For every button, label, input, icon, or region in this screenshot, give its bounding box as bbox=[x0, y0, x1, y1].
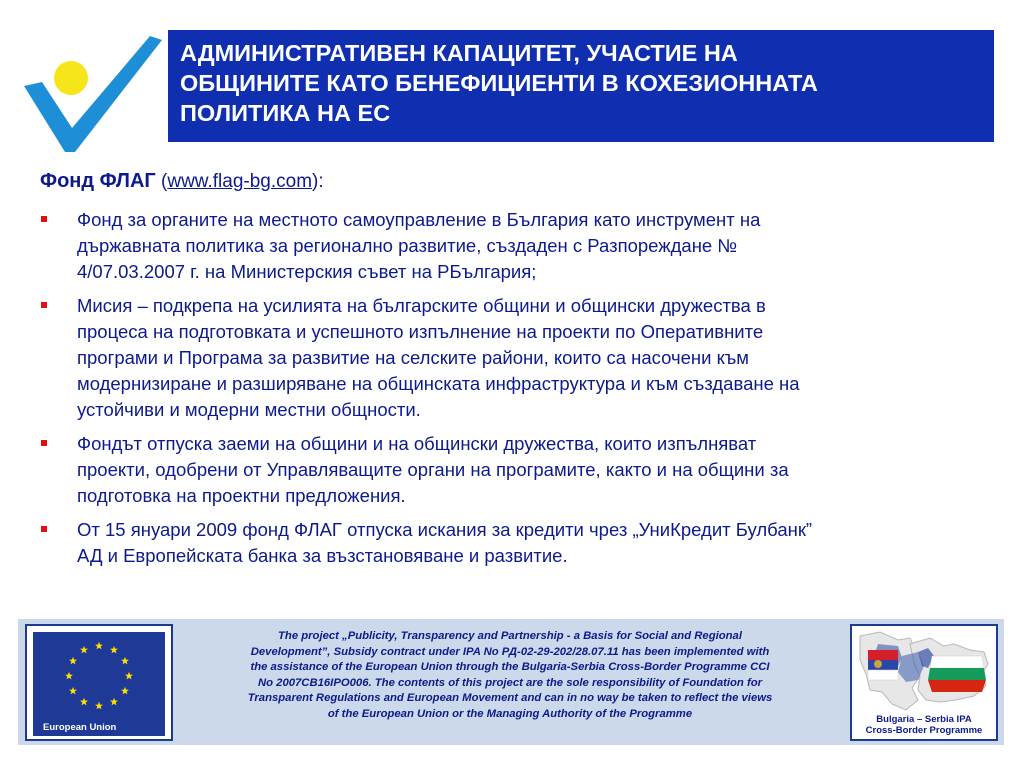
eu-flag-icon bbox=[33, 632, 165, 720]
bullet-text-line: процеса на подготовката и успешното изпълнение на проекти по Оперативните bbox=[77, 321, 764, 342]
bulgaria-serbia-map-icon bbox=[858, 630, 990, 712]
bullet-text-line: Фондът отпуска заеми на общини и на общински дружества, които изпълняват bbox=[77, 433, 757, 454]
bullet-item bbox=[40, 431, 1000, 509]
eu-logo-panel bbox=[25, 624, 173, 741]
bullet-text-line: устойчиви и модерни местни общности. bbox=[77, 399, 421, 420]
fund-heading bbox=[40, 168, 1000, 195]
slide-title bbox=[168, 30, 994, 142]
project-disclaimer bbox=[180, 629, 840, 722]
checkmark-sun-logo-icon bbox=[20, 28, 165, 153]
bullet-marker-icon bbox=[41, 440, 47, 446]
title-line: АДМИНИСТРАТИВЕН КАПАЦИТЕТ, УЧАСТИЕ НА bbox=[180, 40, 738, 66]
bullet-item bbox=[40, 293, 1000, 423]
bullet-marker-icon bbox=[41, 526, 47, 532]
bullet-text-line: проекти, одобрени от Управляващите органи на програмите, както и на общини за bbox=[77, 459, 789, 480]
bullet-text-line: държавната политика за регионално развитие, създаден с Разпореждане № bbox=[77, 235, 738, 256]
eu-label: European Union bbox=[33, 720, 165, 736]
fund-close-paren: ): bbox=[312, 171, 324, 192]
disclaimer-line: of the European Union or the Managing Authority of the Programme bbox=[327, 707, 693, 720]
footer-banner bbox=[18, 619, 1004, 745]
bullet-text-line: 4/07.03.2007 г. на Министерския съвет на РБългария; bbox=[77, 261, 537, 282]
bullet-marker-icon bbox=[41, 216, 47, 222]
ipa-label-line: Cross-Border Programme bbox=[865, 725, 983, 736]
title-line: ПОЛИТИКА НА ЕС bbox=[180, 100, 391, 126]
fund-name: Фонд ФЛАГ bbox=[40, 170, 156, 192]
bullet-text-line: Мисия – подкрепа на усилията на българските общини и общински дружества в bbox=[77, 295, 766, 316]
ipa-programme-panel bbox=[850, 624, 998, 741]
bullet-text-line: модернизиране и разширяване на общинската инфраструктура и към създаване на bbox=[77, 373, 800, 394]
bullet-text-line: АД и Европейската банка за възстановяване и развитие. bbox=[77, 545, 568, 566]
bullet-text-line: От 15 януари 2009 фонд ФЛАГ отпуска искания за кредити чрез „УниКредит Булбанк” bbox=[77, 519, 813, 540]
ipa-label-line: Bulgaria – Serbia IPA bbox=[876, 714, 972, 725]
main-content bbox=[40, 168, 1000, 577]
bullet-marker-icon bbox=[41, 302, 47, 308]
fund-website-link[interactable]: www.flag-bg.com bbox=[167, 171, 313, 192]
fund-open-paren: ( bbox=[155, 171, 168, 192]
disclaimer-line: Transparent Regulations and European Movement and can in no way be taken to reflect the views bbox=[247, 692, 773, 704]
disclaimer-line: Development”, Subsidy contract under IPA No РД-02-29-202/28.07.11 has been implemented with bbox=[250, 645, 770, 658]
bullet-text-line: подготовка на проектни предложения. bbox=[77, 485, 406, 506]
bullet-list bbox=[40, 207, 1000, 569]
ipa-programme-label bbox=[852, 714, 996, 736]
bullet-text-line: Фонд за органите на местното самоуправление в България като инструмент на bbox=[77, 209, 761, 230]
bullet-text-line: програми и Програма за развитие на селските райони, които са насочени към bbox=[77, 347, 749, 368]
bullet-item bbox=[40, 207, 1000, 285]
disclaimer-line: No 2007CB16IPO006. The contents of this project are the sole responsibility of Foundation for bbox=[257, 676, 763, 689]
disclaimer-line: the assistance of the European Union through the Bulgaria-Serbia Cross-Border Programme CCI bbox=[250, 661, 770, 673]
title-line: ОБЩИНИТЕ КАТО БЕНЕФИЦИЕНТИ В КОХЕЗИОННАТА bbox=[180, 70, 818, 96]
disclaimer-line: The project „Publicity, Transparency and Partnership - a Basis for Social and Regional bbox=[278, 630, 742, 642]
bullet-item bbox=[40, 517, 1000, 569]
